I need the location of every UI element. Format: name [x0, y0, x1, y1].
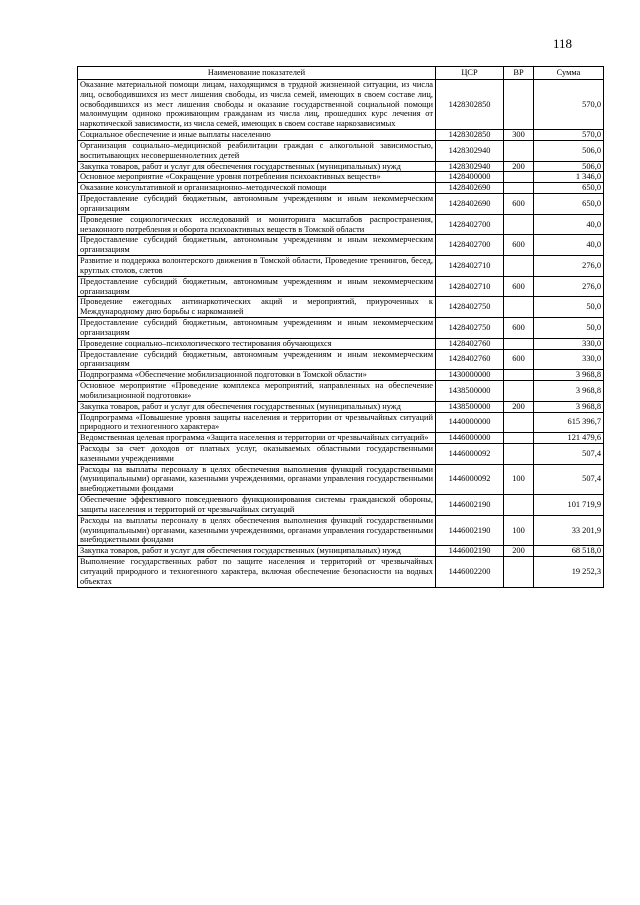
cell-sum: 33 201,9: [534, 515, 604, 545]
header-csr: ЦСР: [436, 67, 504, 80]
cell-name: Предоставление субсидий бюджетным, автономным учреждениям и иным некоммерческим организациям: [78, 318, 436, 339]
cell-sum: 330,0: [534, 349, 604, 370]
cell-csr: 1446002190: [436, 546, 504, 557]
cell-name: Подпрограмма «Обеспечение мобилизационной подготовки в Томской области»: [78, 370, 436, 381]
cell-name: Расходы на выплаты персоналу в целях обеспечения выполнения функций государственными (муниципальными) органами, казенными учреждениями, органами управления государственными внебюджетными фондами: [78, 515, 436, 545]
cell-name: Предоставление субсидий бюджетным, автономным учреждениям и иным некоммерческим организациям: [78, 276, 436, 297]
table-row: [78, 297, 604, 318]
cell-vr: [504, 412, 534, 433]
cell-csr: 1438500000: [436, 401, 504, 412]
cell-csr: 1428402700: [436, 235, 504, 256]
cell-csr: 1446000092: [436, 443, 504, 464]
table-row: [78, 80, 604, 130]
cell-vr: [504, 297, 534, 318]
cell-name: Социальное обеспечение и иные выплаты населению: [78, 130, 436, 141]
cell-csr: 1428400000: [436, 172, 504, 183]
cell-name: Закупка товаров, работ и услуг для обеспечения государственных (муниципальных) нужд: [78, 401, 436, 412]
cell-csr: 1428402690: [436, 183, 504, 194]
cell-sum: 3 968,8: [534, 401, 604, 412]
cell-sum: 101 719,9: [534, 495, 604, 516]
cell-sum: 506,0: [534, 140, 604, 161]
cell-sum: 276,0: [534, 256, 604, 277]
cell-vr: [504, 443, 534, 464]
table-row: [78, 194, 604, 215]
cell-sum: 121 479,6: [534, 433, 604, 444]
cell-vr: 600: [504, 318, 534, 339]
table-row: [78, 256, 604, 277]
cell-csr: 1446000092: [436, 464, 504, 494]
cell-name: Основное мероприятие «Проведение комплекса мероприятий, направленных на обеспечение мобилизационной подготовки»: [78, 381, 436, 402]
cell-name: Закупка товаров, работ и услуг для обеспечения государственных (муниципальных) нужд: [78, 161, 436, 172]
cell-name: Оказание консультативной и организационно–методической помощи: [78, 183, 436, 194]
cell-name: Предоставление субсидий бюджетным, автономным учреждениям и иным некоммерческим организациям: [78, 235, 436, 256]
cell-csr: 1438500000: [436, 381, 504, 402]
cell-csr: 1428302940: [436, 161, 504, 172]
table-row: [78, 433, 604, 444]
cell-name: Обеспечение эффективного повседневного функционирования системы гражданской обороны, защиты населения и территорий от чрезвычайных ситуаций: [78, 495, 436, 516]
cell-csr: 1428402760: [436, 349, 504, 370]
cell-name: Проведение социологических исследований и мониторинга масштабов распространения, незаконного потребления и оборота психоактивных веществ в Томской области: [78, 214, 436, 235]
table-header-row: [78, 67, 604, 80]
cell-sum: 3 968,8: [534, 370, 604, 381]
cell-sum: 40,0: [534, 235, 604, 256]
cell-sum: 1 346,0: [534, 172, 604, 183]
table-row: [78, 370, 604, 381]
table-row: [78, 443, 604, 464]
cell-vr: 200: [504, 546, 534, 557]
table-row: [78, 557, 604, 587]
table-row: [78, 401, 604, 412]
cell-sum: 570,0: [534, 130, 604, 141]
cell-sum: 40,0: [534, 214, 604, 235]
cell-csr: 1428402750: [436, 297, 504, 318]
cell-vr: [504, 80, 534, 130]
header-name: Наименование показателей: [78, 67, 436, 80]
cell-vr: [504, 557, 534, 587]
cell-sum: 50,0: [534, 318, 604, 339]
cell-sum: 507,4: [534, 464, 604, 494]
cell-sum: 506,0: [534, 161, 604, 172]
cell-name: Проведение социально–психологического тестирования обучающихся: [78, 338, 436, 349]
cell-sum: 650,0: [534, 183, 604, 194]
cell-name: Проведение ежегодных антинаркотических акций и мероприятий, приуроченных к Международному дню борьбы с наркоманией: [78, 297, 436, 318]
cell-csr: 1428402710: [436, 276, 504, 297]
table-row: [78, 495, 604, 516]
cell-csr: 1446000000: [436, 433, 504, 444]
cell-name: Расходы за счет доходов от платных услуг, оказываемых областными государственными казенными учреждениями: [78, 443, 436, 464]
cell-csr: 1428302940: [436, 140, 504, 161]
cell-csr: 1428402690: [436, 194, 504, 215]
cell-name: Организация социально–медицинской реабилитации граждан с алкогольной зависимостью, воспитывающих несовершеннолетних детей: [78, 140, 436, 161]
cell-csr: 1428402710: [436, 256, 504, 277]
cell-csr: 1428402750: [436, 318, 504, 339]
table-row: [78, 183, 604, 194]
cell-sum: 276,0: [534, 276, 604, 297]
table-row: [78, 140, 604, 161]
table-row: [78, 515, 604, 545]
table-row: [78, 381, 604, 402]
cell-name: Ведомственная целевая программа «Защита населения и территории от чрезвычайных ситуаций»: [78, 433, 436, 444]
cell-sum: 19 252,3: [534, 557, 604, 587]
cell-name: Оказание материальной помощи лицам, находящимся в трудной жизненной ситуации, из числа лиц, освободившихся из мест лишения свободы, из числа семей, имеющих в своем составе лиц, освободившихся из мест лишения свободы и оказание государственной социальной помощи малоимущим одиноко проживающим гражданам из числа лиц, прошедших курс лечения от наркотической зависимости, из числа семей, имеющих в своем составе наркозависимых: [78, 80, 436, 130]
cell-sum: 570,0: [534, 80, 604, 130]
table-row: [78, 235, 604, 256]
cell-vr: 600: [504, 194, 534, 215]
table-row: [78, 276, 604, 297]
cell-sum: 330,0: [534, 338, 604, 349]
cell-csr: 1428302850: [436, 80, 504, 130]
table-row: [78, 349, 604, 370]
cell-vr: [504, 172, 534, 183]
cell-sum: 68 518,0: [534, 546, 604, 557]
cell-sum: 507,4: [534, 443, 604, 464]
cell-sum: 615 396,7: [534, 412, 604, 433]
cell-name: Подпрограмма «Повышение уровня защиты населения и территории от чрезвычайных ситуаций природного и техногенного характера»: [78, 412, 436, 433]
table-row: [78, 130, 604, 141]
cell-vr: 200: [504, 401, 534, 412]
cell-csr: 1446002190: [436, 515, 504, 545]
cell-vr: [504, 256, 534, 277]
cell-csr: 1446002200: [436, 557, 504, 587]
table-row: [78, 546, 604, 557]
cell-csr: 1428402700: [436, 214, 504, 235]
cell-vr: [504, 381, 534, 402]
cell-vr: [504, 338, 534, 349]
page-number: 118: [553, 36, 573, 51]
cell-vr: [504, 214, 534, 235]
cell-csr: 1430000000: [436, 370, 504, 381]
cell-name: Развитие и поддержка волонтерского движения в Томской области, Проведение тренингов, бесед, круглых столов, слетов: [78, 256, 436, 277]
cell-sum: 50,0: [534, 297, 604, 318]
cell-name: Предоставление субсидий бюджетным, автономным учреждениям и иным некоммерческим организациям: [78, 349, 436, 370]
cell-name: Расходы на выплаты персоналу в целях обеспечения выполнения функций государственными (муниципальными) органами, казенными учреждениями, органами управления государственными внебюджетными фондами: [78, 464, 436, 494]
table-row: [78, 214, 604, 235]
header-vr: ВР: [504, 67, 534, 80]
cell-name: Предоставление субсидий бюджетным, автономным учреждениям и иным некоммерческим организациям: [78, 194, 436, 215]
table-row: [78, 172, 604, 183]
cell-vr: 100: [504, 515, 534, 545]
cell-csr: 1428302850: [436, 130, 504, 141]
cell-vr: 600: [504, 235, 534, 256]
cell-name: Выполнение государственных работ по защите населения и территорий от чрезвычайных ситуаций природного и техногенного характера, включая обеспечение безопасности на водных объектах: [78, 557, 436, 587]
cell-vr: 200: [504, 161, 534, 172]
table-row: [78, 412, 604, 433]
cell-vr: [504, 140, 534, 161]
cell-csr: 1428402760: [436, 338, 504, 349]
budget-table: [77, 66, 604, 588]
cell-vr: 100: [504, 464, 534, 494]
table-row: [78, 464, 604, 494]
table-row: [78, 318, 604, 339]
cell-csr: 1446002190: [436, 495, 504, 516]
cell-name: Закупка товаров, работ и услуг для обеспечения государственных (муниципальных) нужд: [78, 546, 436, 557]
cell-vr: [504, 183, 534, 194]
cell-vr: 600: [504, 349, 534, 370]
cell-sum: 650,0: [534, 194, 604, 215]
cell-name: Основное мероприятие «Сокращение уровня потребления психоактивных веществ»: [78, 172, 436, 183]
cell-csr: 1440000000: [436, 412, 504, 433]
cell-vr: 600: [504, 276, 534, 297]
cell-vr: [504, 370, 534, 381]
cell-vr: [504, 433, 534, 444]
table-row: [78, 161, 604, 172]
header-sum: Сумма: [534, 67, 604, 80]
cell-vr: 300: [504, 130, 534, 141]
cell-vr: [504, 495, 534, 516]
cell-sum: 3 968,8: [534, 381, 604, 402]
table-row: [78, 338, 604, 349]
